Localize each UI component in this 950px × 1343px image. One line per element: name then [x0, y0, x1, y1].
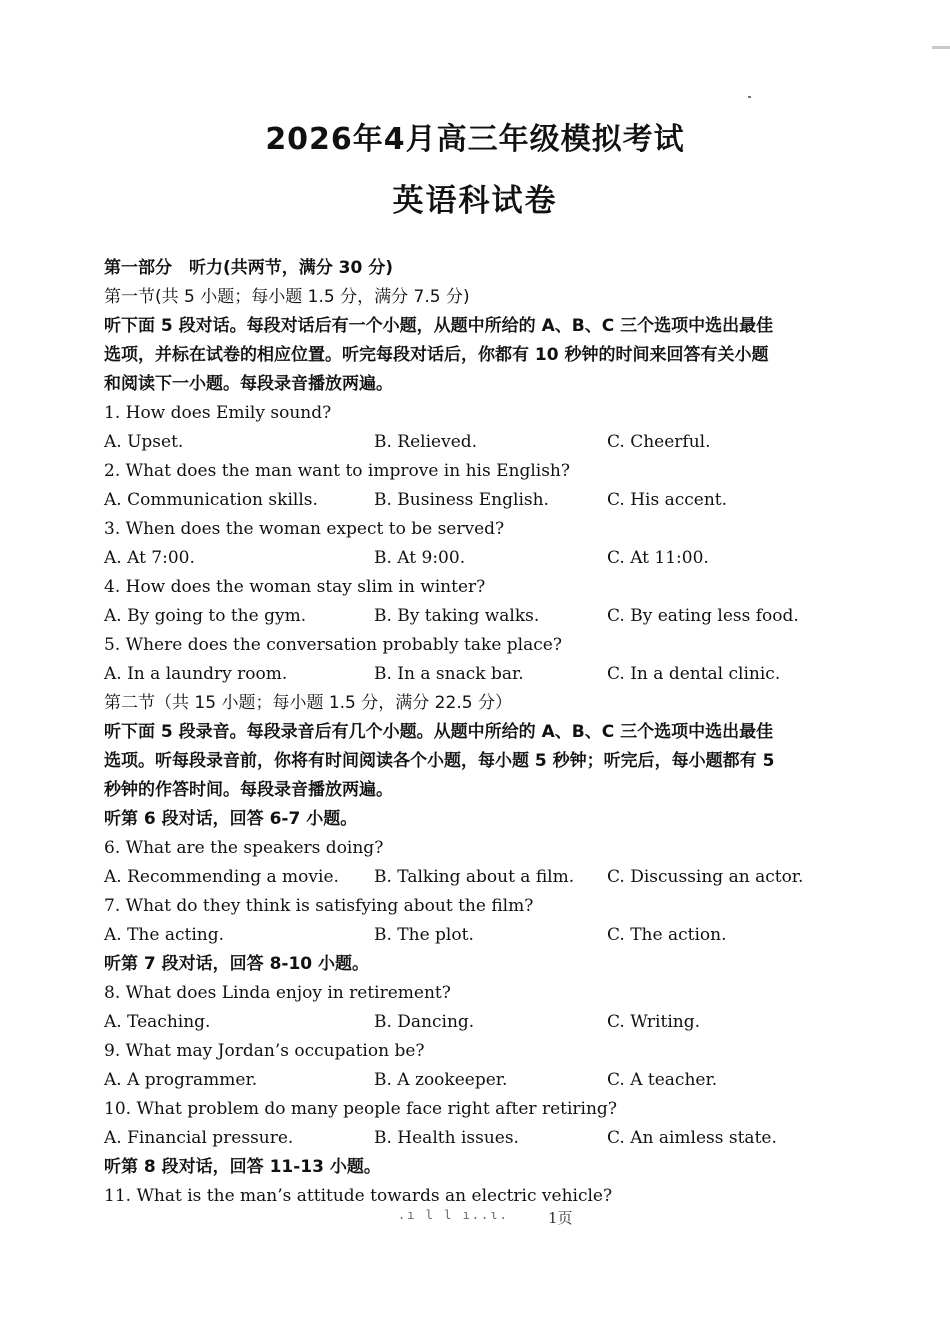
- options-row: [104, 428, 849, 457]
- option-c: C. By eating less food.: [607, 606, 799, 626]
- option-b: B. The plot.: [374, 925, 474, 945]
- option-b: B. Dancing.: [374, 1012, 475, 1032]
- question-text: 5. Where does the conversation probably take place?: [104, 635, 562, 655]
- option-a: A. Recommending a movie.: [104, 867, 339, 887]
- section2-heading: 第二节（共 15 小题；每小题 1.5 分，满分 22.5 分）: [104, 693, 512, 713]
- option-b: B. Talking about a film.: [374, 867, 575, 887]
- option-a: A. Upset.: [104, 432, 184, 452]
- option-b: B. Relieved.: [374, 432, 478, 452]
- option-a: A. At 7:00.: [104, 548, 195, 568]
- page-footer: [398, 1207, 573, 1227]
- options-row: [104, 544, 849, 573]
- question-text: 3. When does the woman expect to be served?: [104, 519, 505, 539]
- section2-instruction-line: 秒钟的作答时间。每段录音播放两遍。: [104, 780, 393, 800]
- options-row: [104, 1066, 849, 1095]
- question-text: 9. What may Jordan’s occupation be?: [104, 1041, 425, 1061]
- option-c: C. A teacher.: [607, 1070, 718, 1090]
- option-c: C. At 11:00.: [607, 548, 709, 568]
- scan-mark: [932, 46, 950, 49]
- options-row: [104, 921, 849, 950]
- footer-smudge: .ı l l ı..ɩ.: [398, 1208, 509, 1222]
- option-c: C. The action.: [607, 925, 727, 945]
- question-text: 4. How does the woman stay slim in winter?: [104, 577, 486, 597]
- section1-instruction-line: 听下面 5 段对话。每段对话后有一个小题，从题中所给的 A、B、C 三个选项中选出最佳: [104, 316, 774, 336]
- scan-dot: [748, 96, 751, 98]
- option-a: A. Financial pressure.: [104, 1128, 294, 1148]
- option-c: C. Discussing an actor.: [607, 867, 804, 887]
- option-a: A. By going to the gym.: [104, 606, 307, 626]
- section1-heading: 第一节(共 5 小题；每小题 1.5 分，满分 7.5 分): [104, 287, 470, 307]
- option-c: C. Writing.: [607, 1012, 700, 1032]
- option-b: B. In a snack bar.: [374, 664, 524, 684]
- options-row: [104, 602, 849, 631]
- option-a: A. In a laundry room.: [104, 664, 288, 684]
- options-row: [104, 1124, 849, 1153]
- question-text: 11. What is the man’s attitude towards an electric vehicle?: [104, 1186, 613, 1206]
- exam-subtitle: 英语科试卷: [392, 183, 558, 219]
- question-text: 2. What does the man want to improve in his English?: [104, 461, 570, 481]
- question-text: 7. What do they think is satisfying about the film?: [104, 896, 534, 916]
- dialogue-group-heading: 听第 6 段对话，回答 6-7 小题。: [104, 809, 358, 829]
- question-text: 6. What are the speakers doing?: [104, 838, 384, 858]
- exam-title: 2026年4月高三年级模拟考试: [265, 122, 685, 157]
- option-b: B. By taking walks.: [374, 606, 540, 626]
- section2-instruction-line: 选项。听每段录音前，你将有时间阅读各个小题，每小题 5 秒钟；听完后，每小题都有 5: [104, 751, 775, 771]
- options-row: [104, 1008, 849, 1037]
- option-c: C. Cheerful.: [607, 432, 711, 452]
- question-text: 8. What does Linda enjoy in retirement?: [104, 983, 451, 1003]
- section1-instruction-line: 和阅读下一小题。每段录音播放两遍。: [104, 374, 393, 394]
- option-a: A. The acting.: [104, 925, 224, 945]
- dialogue-group-heading: 听第 7 段对话，回答 8-10 小题。: [104, 954, 370, 974]
- option-a: A. A programmer.: [104, 1070, 258, 1090]
- option-c: C. An aimless state.: [607, 1128, 777, 1148]
- exam-body: [104, 254, 849, 1211]
- options-row: [104, 486, 849, 515]
- option-a: A. Teaching.: [104, 1012, 211, 1032]
- option-b: B. At 9:00.: [374, 548, 466, 568]
- option-a: A. Communication skills.: [104, 490, 318, 510]
- section2-instruction-line: 听下面 5 段录音。每段录音后有几个小题。从题中所给的 A、B、C 三个选项中选出最佳: [104, 722, 774, 742]
- question-text: 10. What problem do many people face right after retiring?: [104, 1099, 617, 1119]
- section1-instruction-line: 选项，并标在试卷的相应位置。听完每段对话后，你都有 10 秒钟的时间来回答有关小题: [104, 345, 769, 365]
- option-b: B. A zookeeper.: [374, 1070, 508, 1090]
- page-number: 1页: [548, 1209, 573, 1227]
- part1-heading: 第一部分 听力(共两节，满分 30 分): [104, 258, 394, 278]
- option-c: C. His accent.: [607, 490, 728, 510]
- option-b: B. Business English.: [374, 490, 549, 510]
- options-row: [104, 660, 849, 689]
- option-b: B. Health issues.: [374, 1128, 519, 1148]
- question-text: 1. How does Emily sound?: [104, 403, 332, 423]
- option-c: C. In a dental clinic.: [607, 664, 781, 684]
- dialogue-group-heading: 听第 8 段对话，回答 11-13 小题。: [104, 1157, 381, 1177]
- options-row: [104, 863, 849, 892]
